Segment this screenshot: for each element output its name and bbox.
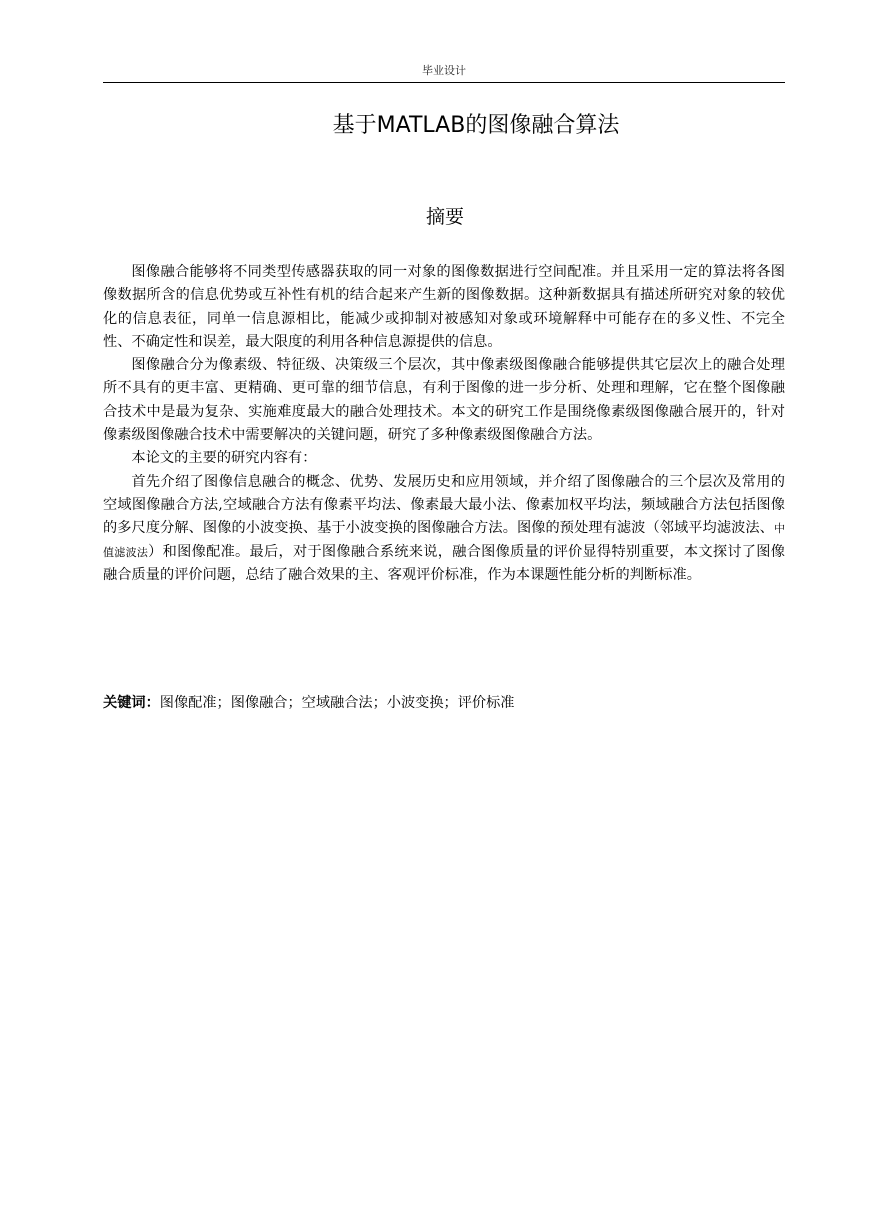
keywords-value: 图像配准；图像融合；空域融合法；小波变换；评价标准 [159,695,515,711]
running-header: 毕业设计 [103,62,785,83]
paragraph-small-text: 中值滤波法 [103,522,785,559]
abstract-body [103,261,785,587]
document-title: 基于MATLAB的图像融合算法 [332,113,620,138]
abstract-paragraph: 图像融合分为像素级、特征级、决策级三个层次，其中像素级图像融合能够提供其它层次上的融合处理所不具有的更丰富、更精确、更可靠的细节信息，有利于图像的进一步分析、处理和理解，它在整个图像融合技术中是最为复杂、实施难度最大的融合处理技术。本文的研究工作是围绕像素级图像融合展开的，针对像素级图像融合技术中需要解决的关键问题，研究了多种像素级图像融合方法。 [103,357,785,444]
paragraph-text-part: ）和图像配准。最后，对于图像融合系统来说，融合图像质量的评价显得特别重要，本文探讨了图像融合质量的评价问题，总结了融合效果的主、客观评价标准，作为本课题性能分析的判断标准。 [103,543,786,583]
abstract-heading: 摘要 [425,206,464,228]
keywords-label: 关键词： [103,695,160,711]
paragraph-text-part: 首先介绍了图像信息融合的概念、优势、发展历史和应用领域，并介绍了图像融合的三个层次及常用的空域图像融合方法,空域融合方法有像素平均法、像素最大最小法、像素加权平均法，频域融合方法包括图像的多尺度分解、图像的小波变换、基于小波变换的图像融合方法。图像的预处理有滤波（邻域平均滤波法、 [103,473,785,537]
keywords-line [103,692,785,715]
abstract-paragraph: 图像融合能够将不同类型传感器获取的同一对象的图像数据进行空间配准。并且采用一定的算法将各图像数据所含的信息优势或互补性有机的结合起来产生新的图像数据。这种新数据具有描述所研究对象的较优化的信息表征，同单一信息源相比，能减少或抑制对被感知对象或环境解释中可能存在的多义性、不完全性、不确定性和误差，最大限度的利用各种信息源提供的信息。 [103,264,785,350]
abstract-paragraph: 本论文的主要的研究内容有： [131,450,317,467]
abstract-paragraph [103,471,785,587]
